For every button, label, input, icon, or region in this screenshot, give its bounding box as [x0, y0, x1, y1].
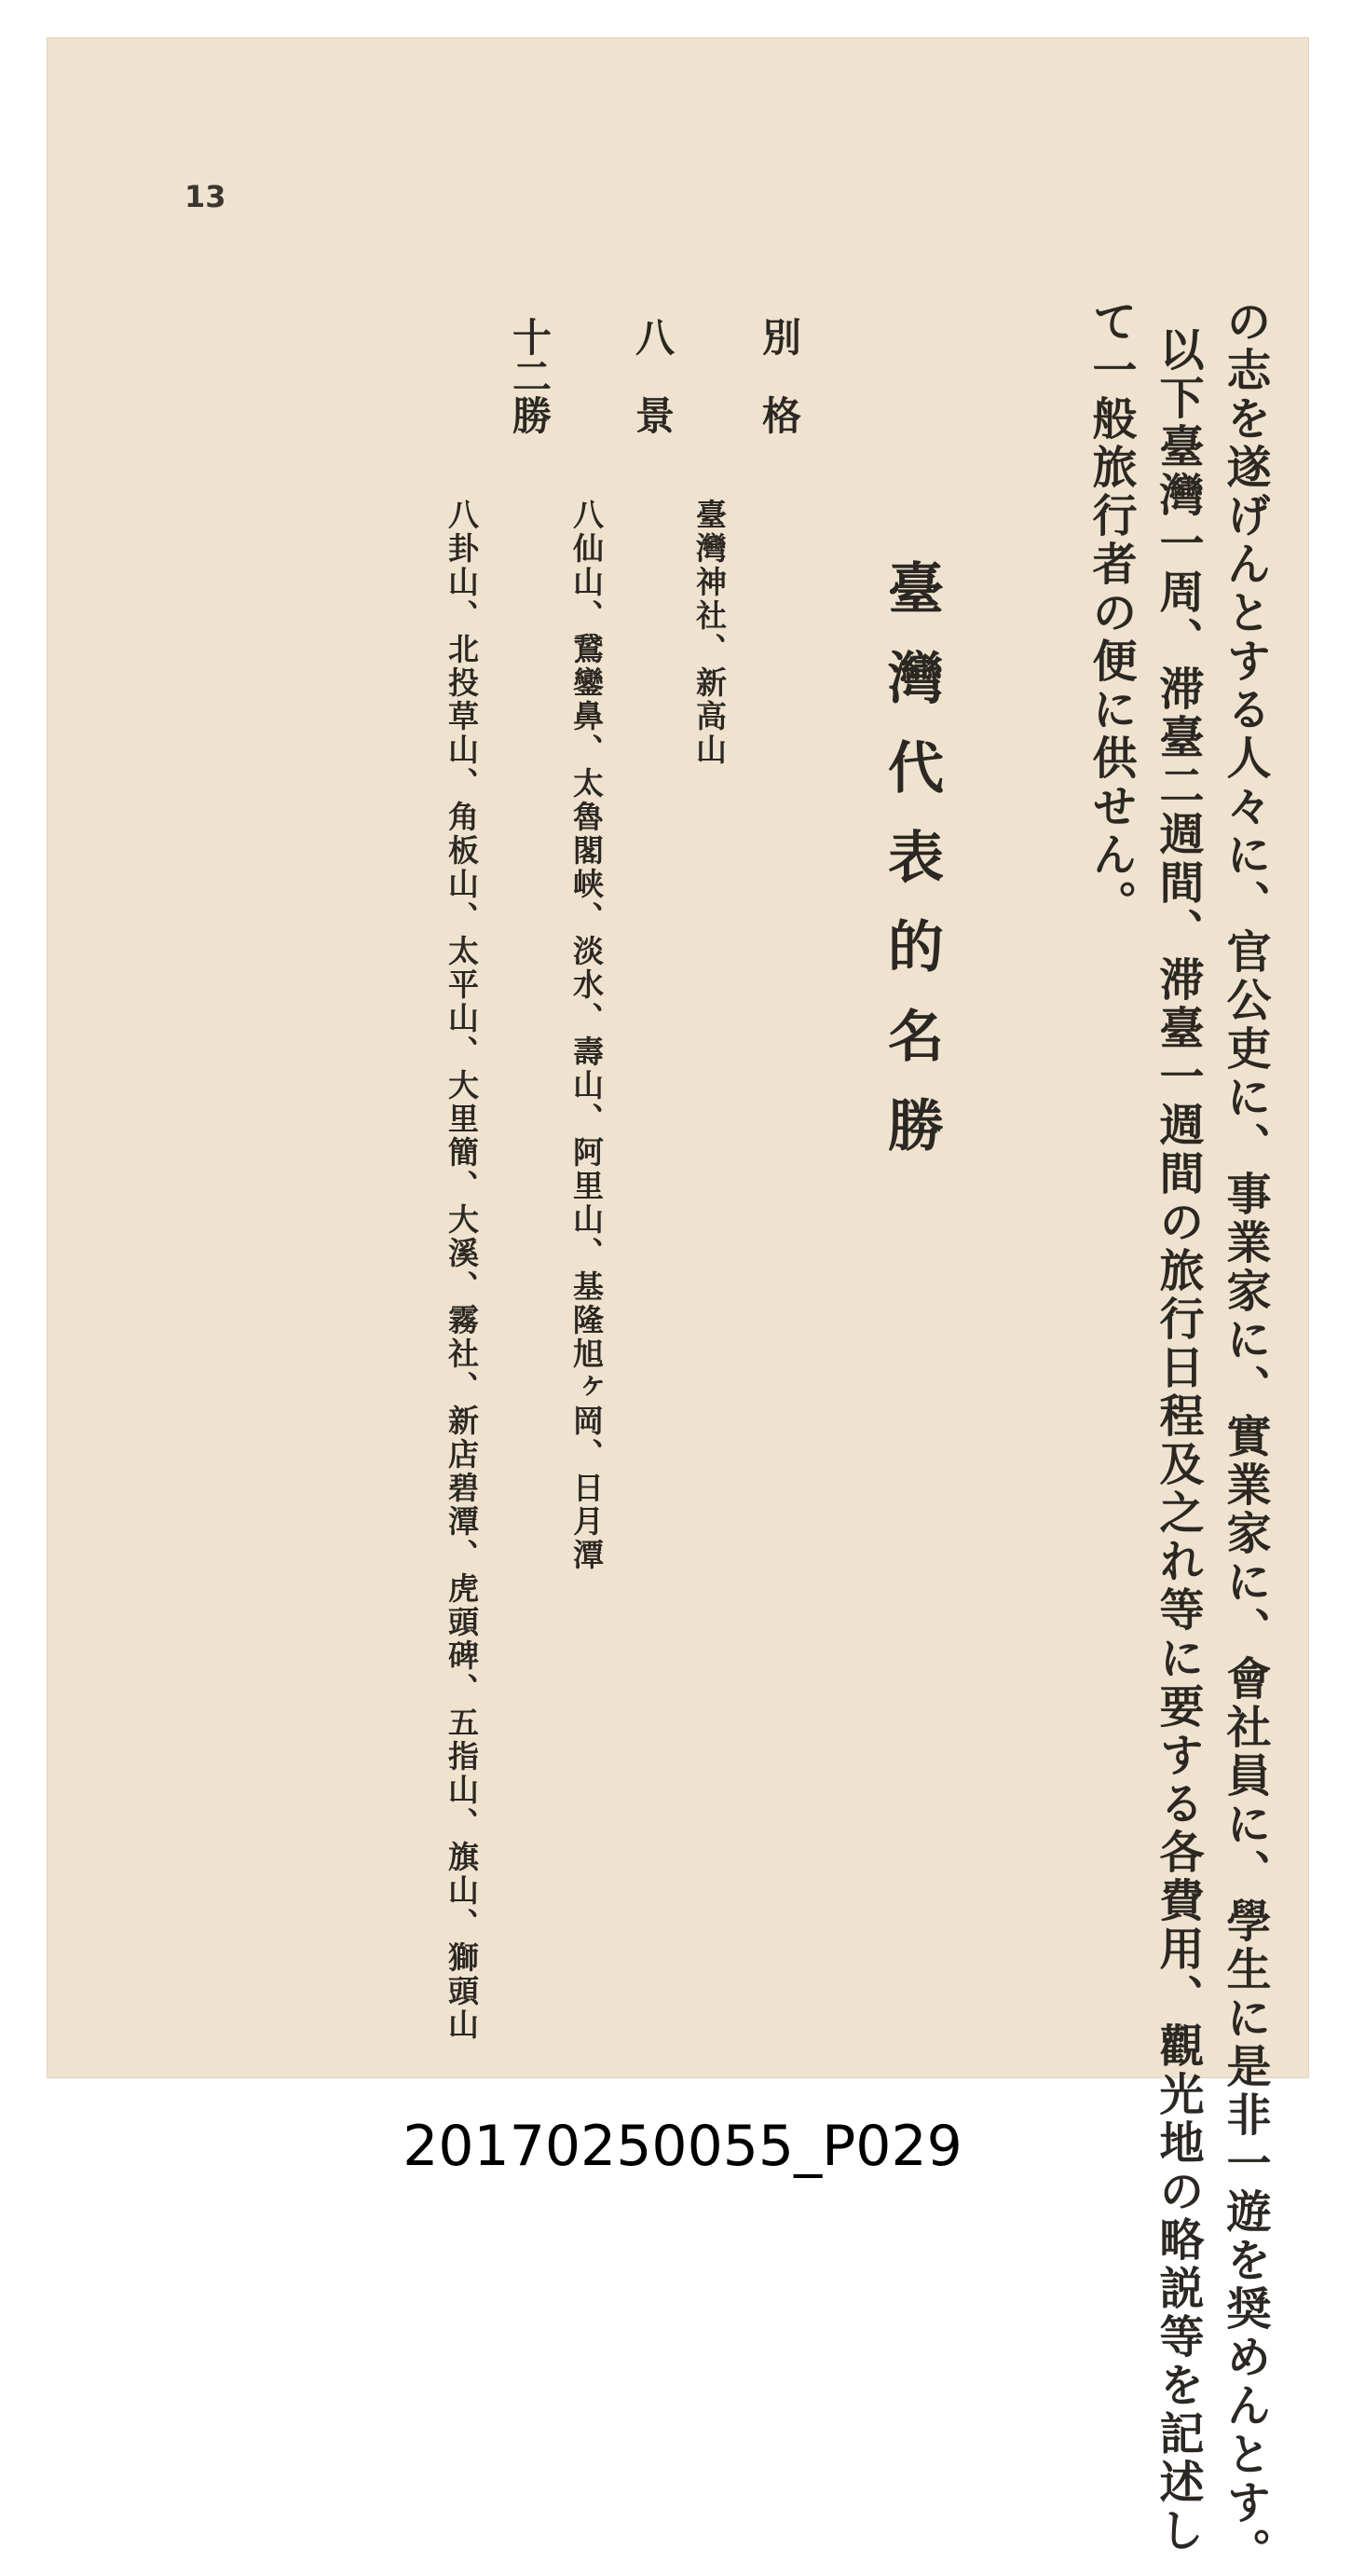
intro-line-1: の志を遂げんとする人々に、官公吏に、事業家に、實業家に、會社員に、學生に是非一遊を奨めんとす。 — [1219, 298, 1271, 2576]
category-items-bekkaku: 臺灣神社、新高山 — [691, 499, 728, 767]
intro-line-3: て一般旅行者の便に供せん。 — [1085, 298, 1137, 928]
category-items-juunishou: 八卦山、北投草山、角板山、太平山、大里簡、大溪、霧社、新店碧潭、虎頭碑、五指山、旗山、獅頭山 — [444, 499, 480, 2042]
category-label-bekkaku: 別 格 — [757, 317, 802, 434]
category-label-juunishou: 十二勝 — [507, 317, 553, 434]
page-number: 13 — [184, 179, 226, 214]
section-heading: 臺灣代表的名勝 — [879, 559, 944, 1185]
archive-id-label: 20170250055_P029 — [403, 2114, 962, 2179]
intro-line-2: 以下臺灣一周、滞臺二週間、滞臺一週間の旅行日程及之れ等に要する各費用、觀光地の略説等を記述し — [1152, 326, 1204, 2555]
category-label-hakkei: 八 景 — [630, 317, 676, 434]
category-items-hakkei: 八仙山、鵞鑾鼻、太魯閣峡、淡水、壽山、阿里山、基隆旭ヶ岡、日月潭 — [568, 499, 605, 1572]
